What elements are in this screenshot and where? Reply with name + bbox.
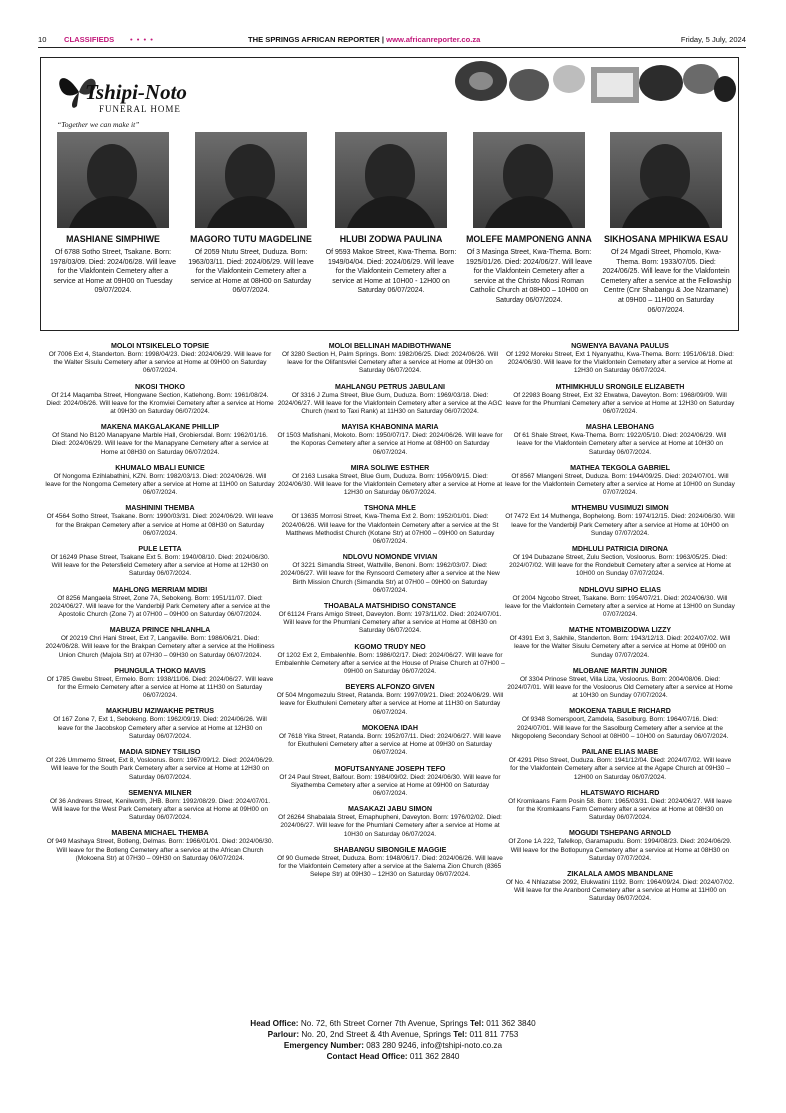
deceased-name: NGWENYA BAVANA PAULUS bbox=[571, 342, 669, 350]
notice-detail: Of 36 Andrews Street, Kenilworth, JHB. Born: 1992/08/29. Died: 2024/07/01. Will leave for the West Park Cemetery after a service at Home at 09H00 on Saturday 06/07/2024. bbox=[49, 797, 271, 822]
deceased-name: MABENA MICHAEL THEMBA bbox=[111, 829, 209, 838]
deceased-name: THOABALA MATSHIDISO CONSTANCE bbox=[324, 602, 456, 611]
deceased-name: MOLOI BELLINAH MADIBOTHWANE bbox=[328, 342, 452, 350]
deceased-name: MATHEA TEKGOLA GABRIEL bbox=[570, 463, 670, 472]
notice-detail: Of 226 Ummemo Street, Ext 8, Vosloorus. Born: 1967/09/12. Died: 2024/06/29. Will leave for the South Park Cemetery after a service at Home at 12H30 on Saturday 06/07/2024. bbox=[46, 757, 274, 781]
notice-detail: Of 16249 Phase Street, Tsakane Ext 5. Born: 1940/08/10. Died: 2024/06/30. Will leave for the Petersfield Cemetery after a service at Home at 12H30 on Saturday 06/07/2024. bbox=[50, 554, 270, 578]
notice-detail: Of 20219 Chri Hani Street, Ext 7, Langaville. Born: 1986/06/21. Died: 2024/06/28. Will leave for the Brakpan Cemetery after a service at the Holliness Union Church (Majola Str) at 07H30 – 09H30 on Saturday 06/07/2024. bbox=[45, 635, 275, 659]
head-office-label: Head Office: bbox=[250, 1019, 299, 1028]
deceased-name: MATHE NTOMBIZODWA LIZZY bbox=[568, 626, 672, 635]
deceased-name: KGOMO TRUDY NEO bbox=[354, 642, 426, 651]
notice-detail: Of 214 Maqamba Street, Hlongwane Section, Katlehong. Born: 1961/08/24. Died: 2024/06/26. Will leave for the Kromviei Cemetery after a service at Home at 09H30 on Saturday 06/07/2024. bbox=[46, 391, 274, 416]
death-notice bbox=[275, 464, 505, 498]
death-notice bbox=[45, 423, 275, 457]
notice-detail: Of 7618 Yika Street, Ratanda. Born: 1952/07/11. Died: 2024/06/27. Will leave for Ekuthuleni Cemetery after a service at Home at 09H30 on Saturday 06/07/2024. bbox=[278, 732, 502, 757]
notice-detail: Of 26264 Shabalala Street, Emaphupheni, Daveyton. Born: 1976/02/02. Died: 2024/06/27. Will leave for the Phumlani Cemetery after a service at Home at 10H30 on Saturday 06/07/2024. bbox=[278, 814, 502, 838]
notice-column-3 bbox=[505, 342, 735, 911]
notice-detail: Of 3316 J Zuma Street, Blue Gum, Duduza. Born: 1969/03/18. Died: 2024/06/27. Will leave for the Vlakfontein Cemetery after a service at the AGC Church (next to Taxi Rank) at 11H30 on Saturday 06/07/2024. bbox=[277, 391, 503, 416]
notice-detail: Of Nongoma Ezihlabathini, KZN. Born: 1982/03/13. Died: 2024/06/26. Will leave for the Nongoma Cemetery after a service at Home at 11H00 on Saturday 06/07/2024. bbox=[45, 472, 275, 497]
death-notice bbox=[45, 504, 275, 538]
deceased-name: MAKHUBU MZIWAKHE PETRUS bbox=[106, 707, 214, 716]
death-notice bbox=[275, 383, 505, 417]
notice-detail: Of 4564 Sotho Street, Tsakane. Born: 1990/03/31. Died: 2024/06/29. Will leave for the Brakpan Cemetery after a service at Home at 08H30 on Saturday 06/07/2024. bbox=[46, 513, 274, 537]
decorative-flowers-image bbox=[451, 59, 736, 107]
notice-detail: Of 7006 Ext 4, Standerton. Born: 1998/04/23. Died: 2024/06/29. Will leave for the Walter Sisulu Cemetery after a service at Home at 09H00 on Saturday 06/07/2024. bbox=[48, 351, 272, 375]
contact-label: Contact Head Office: bbox=[326, 1052, 408, 1061]
emergency-label: Emergency Number: bbox=[283, 1041, 365, 1050]
deceased-name: HLUBI ZODWA PAULINA bbox=[339, 234, 443, 244]
brand-tagline: “Together we can make it” bbox=[57, 120, 140, 129]
deceased-name: MTHEMBU VUSIMUZI SIMON bbox=[571, 504, 669, 513]
brand-name: Tshipi-Noto bbox=[85, 80, 187, 104]
notice-detail: Of 194 Dubazane Street, Zulu Section, Vosloorus. Born: 1963/05/25. Died: 2024/07/02. Will leave for the Rondebult Cemetery after a service at Home at 10H00 on Sunday 07/07/2024. bbox=[509, 554, 731, 578]
death-notice bbox=[505, 748, 735, 782]
tel-label: Tel: bbox=[469, 1019, 484, 1028]
deceased-name: MAYISA KHABONINA MARIA bbox=[341, 423, 439, 432]
emergency-line bbox=[0, 1040, 786, 1051]
notice-detail: Of 1503 Mafishani, Mokoto. Born: 1950/07/17. Died: 2024/06/26. Will leave for the Koporas Cemetery after a service at Home at 08H00 on Saturday 06/07/2024. bbox=[277, 432, 503, 456]
death-notice bbox=[505, 383, 735, 417]
deceased-name: MDHLULI PATRICIA DIRONA bbox=[571, 545, 669, 554]
deceased-name: MAGORO TUTU MAGDELINE bbox=[190, 234, 312, 244]
death-notice bbox=[45, 789, 275, 823]
deceased-name: MLOBANE MARTIN JUNIOR bbox=[572, 666, 668, 675]
deceased-name: PAILANE ELIAS MABE bbox=[581, 748, 659, 757]
notice-detail: Of 2004 Ngcobo Street, Tsakane. Born: 1954/07/21. Died: 2024/06/30. Will leave for the Vlakfontein Cemetery after a service at Home at 13H00 on Sunday 07/07/2024. bbox=[505, 594, 735, 619]
notice-detail: Of Kromkaans Farm Posin 58. Born: 1965/03/31. Died: 2024/06/27. Will leave for the Kromkaans Farm Cemetery after a service at Home at 08H30 on Saturday 06/07/2024. bbox=[508, 797, 732, 822]
deceased-name: MAKENA MAKGALAKANE PHILLIP bbox=[100, 423, 220, 432]
deceased-name: MASAKAZI JABU SIMON bbox=[348, 805, 432, 814]
death-notice bbox=[45, 667, 275, 701]
notice-column-2 bbox=[275, 342, 505, 886]
notice-detail: Of 8256 Mangaela Street, Zone 7A, Sebokeng. Born: 1951/11/07. Died: 2024/06/27. Will leave for the Vanderbijl Park Cemetery after a service at the Apostolic Church (Zone 7) at 07H00 – 09H00 on Saturday 06/07/2024. bbox=[49, 594, 271, 619]
deceased-name: SEMENYA MILNER bbox=[128, 788, 192, 797]
deceased-name: MOKOENA IDAH bbox=[361, 723, 419, 732]
brand-subtitle: FUNERAL HOME bbox=[99, 104, 181, 114]
notice-detail: Of 2163 Lusaka Street, Blue Gum, Duduza. Born: 1956/09/15. Died: 2024/06/30. Will leave for the Vlakfontein Cemetery after a service at Home at 12H30 on Saturday 06/07/2024. bbox=[277, 472, 503, 497]
publication-name: THE SPRINGS AFRICAN REPORTER bbox=[248, 34, 380, 44]
death-notice bbox=[45, 707, 275, 741]
death-notice bbox=[275, 643, 505, 677]
page-number: 10 bbox=[38, 34, 47, 44]
contact-footer bbox=[0, 1018, 786, 1062]
notice-column-1 bbox=[45, 342, 275, 870]
death-notice bbox=[505, 342, 735, 376]
deceased-name: BEYERS ALFONZO GIVEN bbox=[345, 683, 435, 692]
notice-detail: Of 9348 Somerspoort, Zamdela, Sasolburg. Born: 1964/07/16. Died: 2024/07/01. Will leave for the Sasolburg Cemetery after a service at the Nkgopoleng Secondary School at 08H00 – 10H00 on Saturday 06/07/2024. bbox=[511, 716, 729, 740]
featured-notice bbox=[183, 132, 319, 296]
page-header bbox=[38, 32, 746, 46]
death-notice bbox=[275, 846, 505, 880]
death-notice bbox=[45, 545, 275, 579]
notice-detail: Of 8567 Mlangeni Street, Duduza. Born: 1944/09/25. Died: 2024/07/01. Will leave for the Vlakfontein Cemetery after a service at Home at 10H00 on Sunday 07/07/2024. bbox=[505, 472, 735, 497]
deceased-name: PHUNGULA THOKO MAVIS bbox=[114, 666, 206, 675]
death-notice bbox=[505, 423, 735, 457]
featured-notice bbox=[45, 132, 181, 296]
deceased-name: MAHLONG MERRIAM MDIBI bbox=[112, 585, 208, 594]
death-notice bbox=[505, 586, 735, 620]
contact-line bbox=[0, 1051, 786, 1062]
notice-detail: Of 61 Shale Street, Kwa-Thema. Born: 1922/05/10. Died: 2024/06/29. Will leave for the Vlakfontein Cemetery after a service at Home at 10H30 on Saturday 06/07/2024. bbox=[513, 432, 727, 456]
publication-url[interactable]: www.africanreporter.co.za bbox=[386, 34, 481, 44]
notice-detail: Of No. 4 Nhlazatse 2092, Elukwatini 1192. Born: 1964/09/24. Died: 2024/07/02. Will leave for the Aranbord Cemetery after a service at Home at 11H00 on Saturday 06/07/2024. bbox=[505, 878, 735, 903]
death-notice bbox=[275, 504, 505, 546]
death-notice bbox=[45, 626, 275, 660]
deceased-name: MASHININI THEMBA bbox=[125, 504, 195, 513]
deceased-name: SHABANGU SIBONGILE MAGGIE bbox=[333, 845, 447, 854]
death-notice bbox=[505, 707, 735, 741]
deceased-name: MOGUDI TSHEPANG ARNOLD bbox=[568, 829, 672, 838]
notice-detail: Of 9593 Makoe Street, Kwa-Thema. Born: 1949/04/04. Died: 2024/06/29. Will leave for the Vlakfontein Cemetery after a service at Home at 10H00 - 12H00 on Saturday 06/07/2024. bbox=[325, 249, 457, 295]
notice-detail: Of 22983 Boang Street, Ext 32 Etwatwa, Daveyton. Born: 1968/09/09. Will leave for the Phumlani Cemetery after a service at Home at 12H30 on Saturday 06/07/2024. bbox=[505, 391, 735, 416]
death-notice bbox=[275, 602, 505, 636]
death-notice bbox=[505, 464, 735, 498]
parlour-tel: 011 811 7753 bbox=[469, 1030, 519, 1039]
issue-date: Friday, 5 July, 2024 bbox=[680, 34, 746, 44]
deceased-name: MABUZA PRINCE NHLANHLA bbox=[109, 626, 211, 635]
funeral-home-logo bbox=[55, 66, 255, 136]
death-notice bbox=[505, 545, 735, 579]
featured-notice bbox=[323, 132, 459, 296]
notice-detail: Of Stand No B120 Manapyane Marble Hall, Grobiersdal. Born: 1962/01/16. Died: 2024/06/29. Will leave for the Manapyane Cemetery after a service at Home at 08H30 on Saturday 06/07/2024. bbox=[51, 432, 269, 456]
notice-detail: Of 504 Mngomezulu Street, Ratanda. Born: 1997/09/21. Died: 2024/06/29. Will leave for Ekuthuleni Cemetery after a service at Home at 11H30 on Saturday 06/07/2024. bbox=[276, 692, 504, 716]
head-office-line bbox=[0, 1018, 786, 1029]
notice-detail: Of 167 Zone 7, Ext 1, Sebokeng. Born: 1962/09/19. Died: 2024/06/26. Will leave for the Jacobskop Cemetery after a service at Home at 12H30 on Saturday 06/07/2024. bbox=[53, 716, 267, 740]
portrait-photo bbox=[473, 132, 585, 228]
deceased-name: MOLEFE MAMPONENG ANNA bbox=[466, 234, 592, 244]
notice-detail: Of Zone 1A 222, Tafelkop, Garamapudu. Born: 1994/08/23. Died: 2024/06/29. Will leave for the Botlopunya Cemetery after a service at Home at 08H30 on Saturday 07/07/2024. bbox=[508, 838, 732, 862]
death-notice bbox=[505, 667, 735, 701]
deceased-name: NDLOVU NOMONDE VIVIAN bbox=[342, 553, 438, 562]
notice-detail: Of 4391 Ext 3, Sakhile, Standerton. Born: 1943/12/13. Died: 2024/07/02. Will leave for the Walter Sisulu Cemetery after a service at Home at 09H00 on Sunday 07/07/2024. bbox=[509, 635, 731, 659]
separator: | bbox=[381, 34, 385, 44]
portrait-photo bbox=[610, 132, 722, 228]
portrait-photo bbox=[195, 132, 307, 228]
deceased-name: MADIA SIDNEY TSILISO bbox=[119, 748, 201, 757]
deceased-name: ZIKALALA AMOS MBANDLANE bbox=[567, 869, 673, 878]
death-notice bbox=[45, 586, 275, 620]
deceased-name: MOFUTSANYANE JOSEPH TEFO bbox=[334, 764, 446, 773]
deceased-name: SIKHOSANA MPHIKWA ESAU bbox=[604, 234, 728, 244]
death-notice bbox=[505, 829, 735, 863]
header-rule bbox=[38, 47, 746, 48]
death-notice bbox=[275, 342, 505, 376]
notice-detail: Of 1202 Ext 2, Embalenhle. Born: 1986/02/17. Died: 2024/06/27. Will leave for Embalenhle Cemetery after a service at the House of Praise Church at 07H00 – 09H00 on Saturday 06/07/2024. bbox=[275, 651, 505, 676]
notice-detail: Of 4291 Pitso Street, Duduza. Born: 1941/12/04. Died: 2024/07/02. Will leave for the Vlakfontein Cemetery after a service at the Agape Church at 09H30 – 12H00 on Saturday 06/07/2024. bbox=[508, 757, 732, 781]
death-notice bbox=[45, 464, 275, 498]
death-notice bbox=[45, 342, 275, 376]
section-dots: • • • • bbox=[130, 34, 154, 44]
deceased-name: KHUMALO MBALI EUNICE bbox=[115, 463, 205, 472]
head-office-tel: 011 362 3840 bbox=[486, 1019, 536, 1028]
deceased-name: MOLOI NTSIKELELO TOPSIE bbox=[110, 342, 209, 350]
featured-notice bbox=[461, 132, 597, 306]
section-label: CLASSIFIEDS bbox=[64, 34, 115, 44]
deceased-name: NKOSI THOKO bbox=[134, 382, 186, 391]
deceased-name: MTHIMKHULU SRONGILE ELIZABETH bbox=[555, 382, 685, 391]
notice-detail: Of 13635 Morrosi Street, Kwa-Thema Ext 2. Born: 1952/01/01. Died: 2024/06/26. Will leave for the Vlakfontein Cemetery after a service at the St Matthews Methodist Church (Kotane Str) at 07H00 – 09H00 on Saturday 06/07/2024. bbox=[281, 513, 499, 546]
deceased-name: PULE LETTA bbox=[138, 545, 182, 554]
notice-detail: Of 2059 Ntutu Street, Duduza. Born: 1963/03/11. Died: 2024/06/29. Will leave for the Vlakfontein Cemetery after a service at Home at 08H00 on Saturday 06/07/2024. bbox=[188, 249, 314, 295]
death-notice bbox=[275, 724, 505, 758]
head-office-address: No. 72, 6th Street Corner 7th Avenue, Springs bbox=[300, 1019, 468, 1028]
parlour-label: Parlour: bbox=[267, 1030, 300, 1039]
deceased-name: TSHONA MHLE bbox=[364, 504, 416, 513]
publication-line bbox=[248, 35, 568, 44]
notice-detail: Of 24 Mgadi Street, Phomolo, Kwa-Thema. Born: 1933/07/05. Died: 2024/06/25. Will leave for the Vlakfontein Cemetery after a service at the Fellowship Centre (Cnr Shabangu & Joe Nzamane) at 09H00 – 11H00 on Saturday 06/07/2024. bbox=[600, 249, 732, 314]
death-notice bbox=[45, 748, 275, 782]
tel-label: Tel: bbox=[453, 1030, 468, 1039]
parlour-address: No. 20, 2nd Street & 4th Avenue, Springs bbox=[301, 1030, 451, 1039]
deceased-name: MIRA SOLIWE ESTHER bbox=[350, 463, 430, 472]
death-notice bbox=[505, 870, 735, 904]
notice-detail: Of 6788 Sotho Street, Tsakane. Born: 1978/03/09. Died: 2024/06/28. Will leave for the Vlakfontein Cemetery after a service at Home at 09H00 on Tuesday 09/07/2024. bbox=[49, 249, 177, 295]
emergency-contact: 083 280 9246, info@tshipi-noto.co.za bbox=[366, 1041, 503, 1050]
death-notice bbox=[45, 383, 275, 417]
deceased-name: NDHLOVU SIPHO ELIAS bbox=[579, 585, 661, 594]
deceased-name: MOKOENA TABULE RICHARD bbox=[569, 707, 671, 716]
portrait-photo bbox=[57, 132, 169, 228]
notice-detail: Of 1292 Moreku Street, Ext 1 Nyanyathu, Kwa-Thema. Born: 1951/06/18. Died: 2024/06/30. Will leave for the Vlakfontein Cemetery after a service at Home at 12H30 on Saturday 06/07/2024. bbox=[506, 351, 734, 375]
notice-detail: Of 3280 Section H, Palm Springs. Born: 1982/06/25. Died: 2024/06/26. Will leave for the Olifantsvlei Cemetery after a service at Home at 09H30 on Saturday 06/07/2024. bbox=[281, 351, 499, 375]
notice-detail: Of 3 Masinga Street, Kwa-Thema. Born: 1925/01/26. Died: 2024/06/27. Will leave for the Vlakfontein Cemetery after a service at the Christo Nkosi Roman Catholic Church at 08H00 – 10H00 on Saturday 06/07/2024. bbox=[465, 249, 593, 304]
death-notice bbox=[275, 683, 505, 717]
notice-detail: Of 3221 Simandla Street, Wattville, Benoni. Born: 1962/03/07. Died: 2024/06/27. Will leave for the Rynsoord Cemetery after a service at the New Birth Mission Church (Simandla Str) at 07H00 – 09H00 on Saturday 06/07/2024. bbox=[280, 562, 500, 594]
death-notice bbox=[275, 805, 505, 839]
portrait-photo bbox=[335, 132, 447, 228]
notice-detail: Of 24 Paul Street, Balfour. Born: 1984/09/02. Died: 2024/06/30. Will leave for Siyathemba Cemetery after a service at Home at 09H00 on Saturday 06/07/2024. bbox=[279, 773, 501, 797]
death-notice bbox=[45, 829, 275, 863]
death-notice bbox=[275, 765, 505, 799]
deceased-name: HLATSWAYO RICHARD bbox=[580, 788, 660, 797]
notice-detail: Of 949 Mashaya Street, Botleng, Delmas. Born: 1966/01/01. Died: 2024/06/30. Will leave for the Botleng Cemetery after a service at the African Church (Mokoena Str) at 07H30 – 09H30 on Saturday 06/07/2024. bbox=[46, 838, 274, 862]
featured-advert bbox=[40, 57, 739, 331]
death-notice bbox=[275, 423, 505, 457]
deceased-name: MASHIANE SIMPHIWE bbox=[66, 234, 160, 244]
parlour-line bbox=[0, 1029, 786, 1040]
death-notice bbox=[505, 626, 735, 660]
notice-detail: Of 61124 Frans Amigo Street, Daveyton. Born: 1973/11/02. Died: 2024/07/01. Will leave for the Phumlani Cemetery after a service at Home at 08H30 on Saturday 06/07/2024. bbox=[278, 611, 502, 635]
notice-detail: Of 1785 Gwebu Street, Ermelo. Born: 1938/11/06. Died: 2024/06/27. Will leave for the Ermelo Cemetery after a service at Home at 11H30 on Saturday 06/07/2024. bbox=[46, 675, 274, 700]
notice-detail: Of 7472 Ext 14 Muthenga, Bophelong. Born: 1974/12/15. Died: 2024/06/30. Will leave for the Vanderbijl Park Cemetery after a service at Home at 10H00 on Sunday 07/07/2024. bbox=[505, 513, 735, 537]
death-notice bbox=[505, 789, 735, 823]
deceased-name: MASHA LEBOHANG bbox=[585, 423, 655, 432]
notice-detail: Of 90 Gumede Street, Duduza. Born: 1948/06/17. Died: 2024/06/26. Will leave for the Vlakfontein Cemetery after a service at the Salema Zion Church (8365 Selepe Str) at 09H30 – 12H30 on Saturday 06/07/2024. bbox=[277, 854, 503, 879]
contact-number: 011 362 2840 bbox=[409, 1052, 460, 1061]
death-notice bbox=[275, 553, 505, 595]
death-notice bbox=[505, 504, 735, 538]
deceased-name: MAHLANGU PETRUS JABULANI bbox=[335, 382, 445, 391]
featured-notice bbox=[598, 132, 734, 315]
notice-detail: Of 3304 Prinose Street, Villa Liza, Vosloorus. Born: 2004/08/06. Died: 2024/07/01. Will leave for the Vosloorus Old Cemetery after a service at Home at 10H30 on Sunday 07/07/2024. bbox=[507, 675, 733, 700]
